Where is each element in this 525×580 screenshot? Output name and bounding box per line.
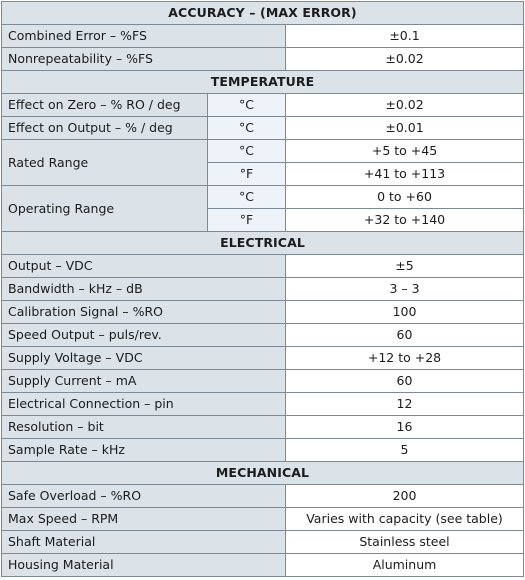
- section-accuracy-title: ACCURACY – (MAX ERROR): [2, 2, 524, 25]
- unit-cell: °C: [208, 140, 286, 163]
- table-row: [2, 255, 524, 278]
- spec-value: 60: [286, 324, 524, 347]
- spec-value: 5: [286, 439, 524, 462]
- spec-label: Speed Output – puls/rev.: [2, 324, 286, 347]
- spec-value: Varies with capacity (see table): [286, 508, 524, 531]
- table-row: [2, 554, 524, 577]
- spec-label: Calibration Signal – %RO: [2, 301, 286, 324]
- spec-label: Resolution – bit: [2, 416, 286, 439]
- unit-cell: °C: [208, 117, 286, 140]
- spec-value: +12 to +28: [286, 347, 524, 370]
- table-row: [2, 140, 524, 163]
- table-row: [2, 186, 524, 209]
- section-header-row: [2, 2, 524, 25]
- section-header-row: [2, 71, 524, 94]
- spec-label: Electrical Connection – pin: [2, 393, 286, 416]
- spec-label: Bandwidth – kHz – dB: [2, 278, 286, 301]
- spec-value: 100: [286, 301, 524, 324]
- table-row: [2, 485, 524, 508]
- table-row: [2, 278, 524, 301]
- spec-value: ±0.01: [286, 117, 524, 140]
- table-row: [2, 117, 524, 140]
- table-row: [2, 347, 524, 370]
- spec-label: Supply Voltage – VDC: [2, 347, 286, 370]
- spec-value: 200: [286, 485, 524, 508]
- section-mechanical-title: MECHANICAL: [2, 462, 524, 485]
- spec-label: Supply Current – mA: [2, 370, 286, 393]
- spec-label: Safe Overload – %RO: [2, 485, 286, 508]
- section-electrical-title: ELECTRICAL: [2, 232, 524, 255]
- table-row: [2, 508, 524, 531]
- spec-value: 12: [286, 393, 524, 416]
- spec-value: ±0.02: [286, 94, 524, 117]
- spec-value: Stainless steel: [286, 531, 524, 554]
- spec-value: 3 – 3: [286, 278, 524, 301]
- spec-value: 60: [286, 370, 524, 393]
- unit-cell: °C: [208, 94, 286, 117]
- spec-value: ±5: [286, 255, 524, 278]
- table-row: [2, 416, 524, 439]
- spec-label: Effect on Output – % / deg: [2, 117, 208, 140]
- spec-value: 16: [286, 416, 524, 439]
- spec-label: Nonrepeatability – %FS: [2, 48, 286, 71]
- spec-value: ±0.02: [286, 48, 524, 71]
- section-temperature-title: TEMPERATURE: [2, 71, 524, 94]
- table-row: [2, 531, 524, 554]
- section-header-row: [2, 232, 524, 255]
- table-row: [2, 48, 524, 71]
- spec-label: Rated Range: [2, 140, 208, 186]
- table-row: [2, 324, 524, 347]
- spec-label: Sample Rate – kHz: [2, 439, 286, 462]
- table-row: [2, 393, 524, 416]
- spec-value: +5 to +45: [286, 140, 524, 163]
- table-row: [2, 94, 524, 117]
- unit-cell: °F: [208, 163, 286, 186]
- specifications-table: [1, 1, 524, 577]
- unit-cell: °F: [208, 209, 286, 232]
- unit-cell: °C: [208, 186, 286, 209]
- spec-value: +32 to +140: [286, 209, 524, 232]
- spec-label: Effect on Zero – % RO / deg: [2, 94, 208, 117]
- spec-label: Combined Error – %FS: [2, 25, 286, 48]
- spec-value: +41 to +113: [286, 163, 524, 186]
- spec-label: Shaft Material: [2, 531, 286, 554]
- spec-label: Housing Material: [2, 554, 286, 577]
- spec-label: Operating Range: [2, 186, 208, 232]
- table-row: [2, 301, 524, 324]
- table-row: [2, 370, 524, 393]
- spec-value: 0 to +60: [286, 186, 524, 209]
- spec-value: ±0.1: [286, 25, 524, 48]
- table-row: [2, 439, 524, 462]
- spec-label: Output – VDC: [2, 255, 286, 278]
- spec-label: Max Speed – RPM: [2, 508, 286, 531]
- section-header-row: [2, 462, 524, 485]
- spec-value: Aluminum: [286, 554, 524, 577]
- table-row: [2, 25, 524, 48]
